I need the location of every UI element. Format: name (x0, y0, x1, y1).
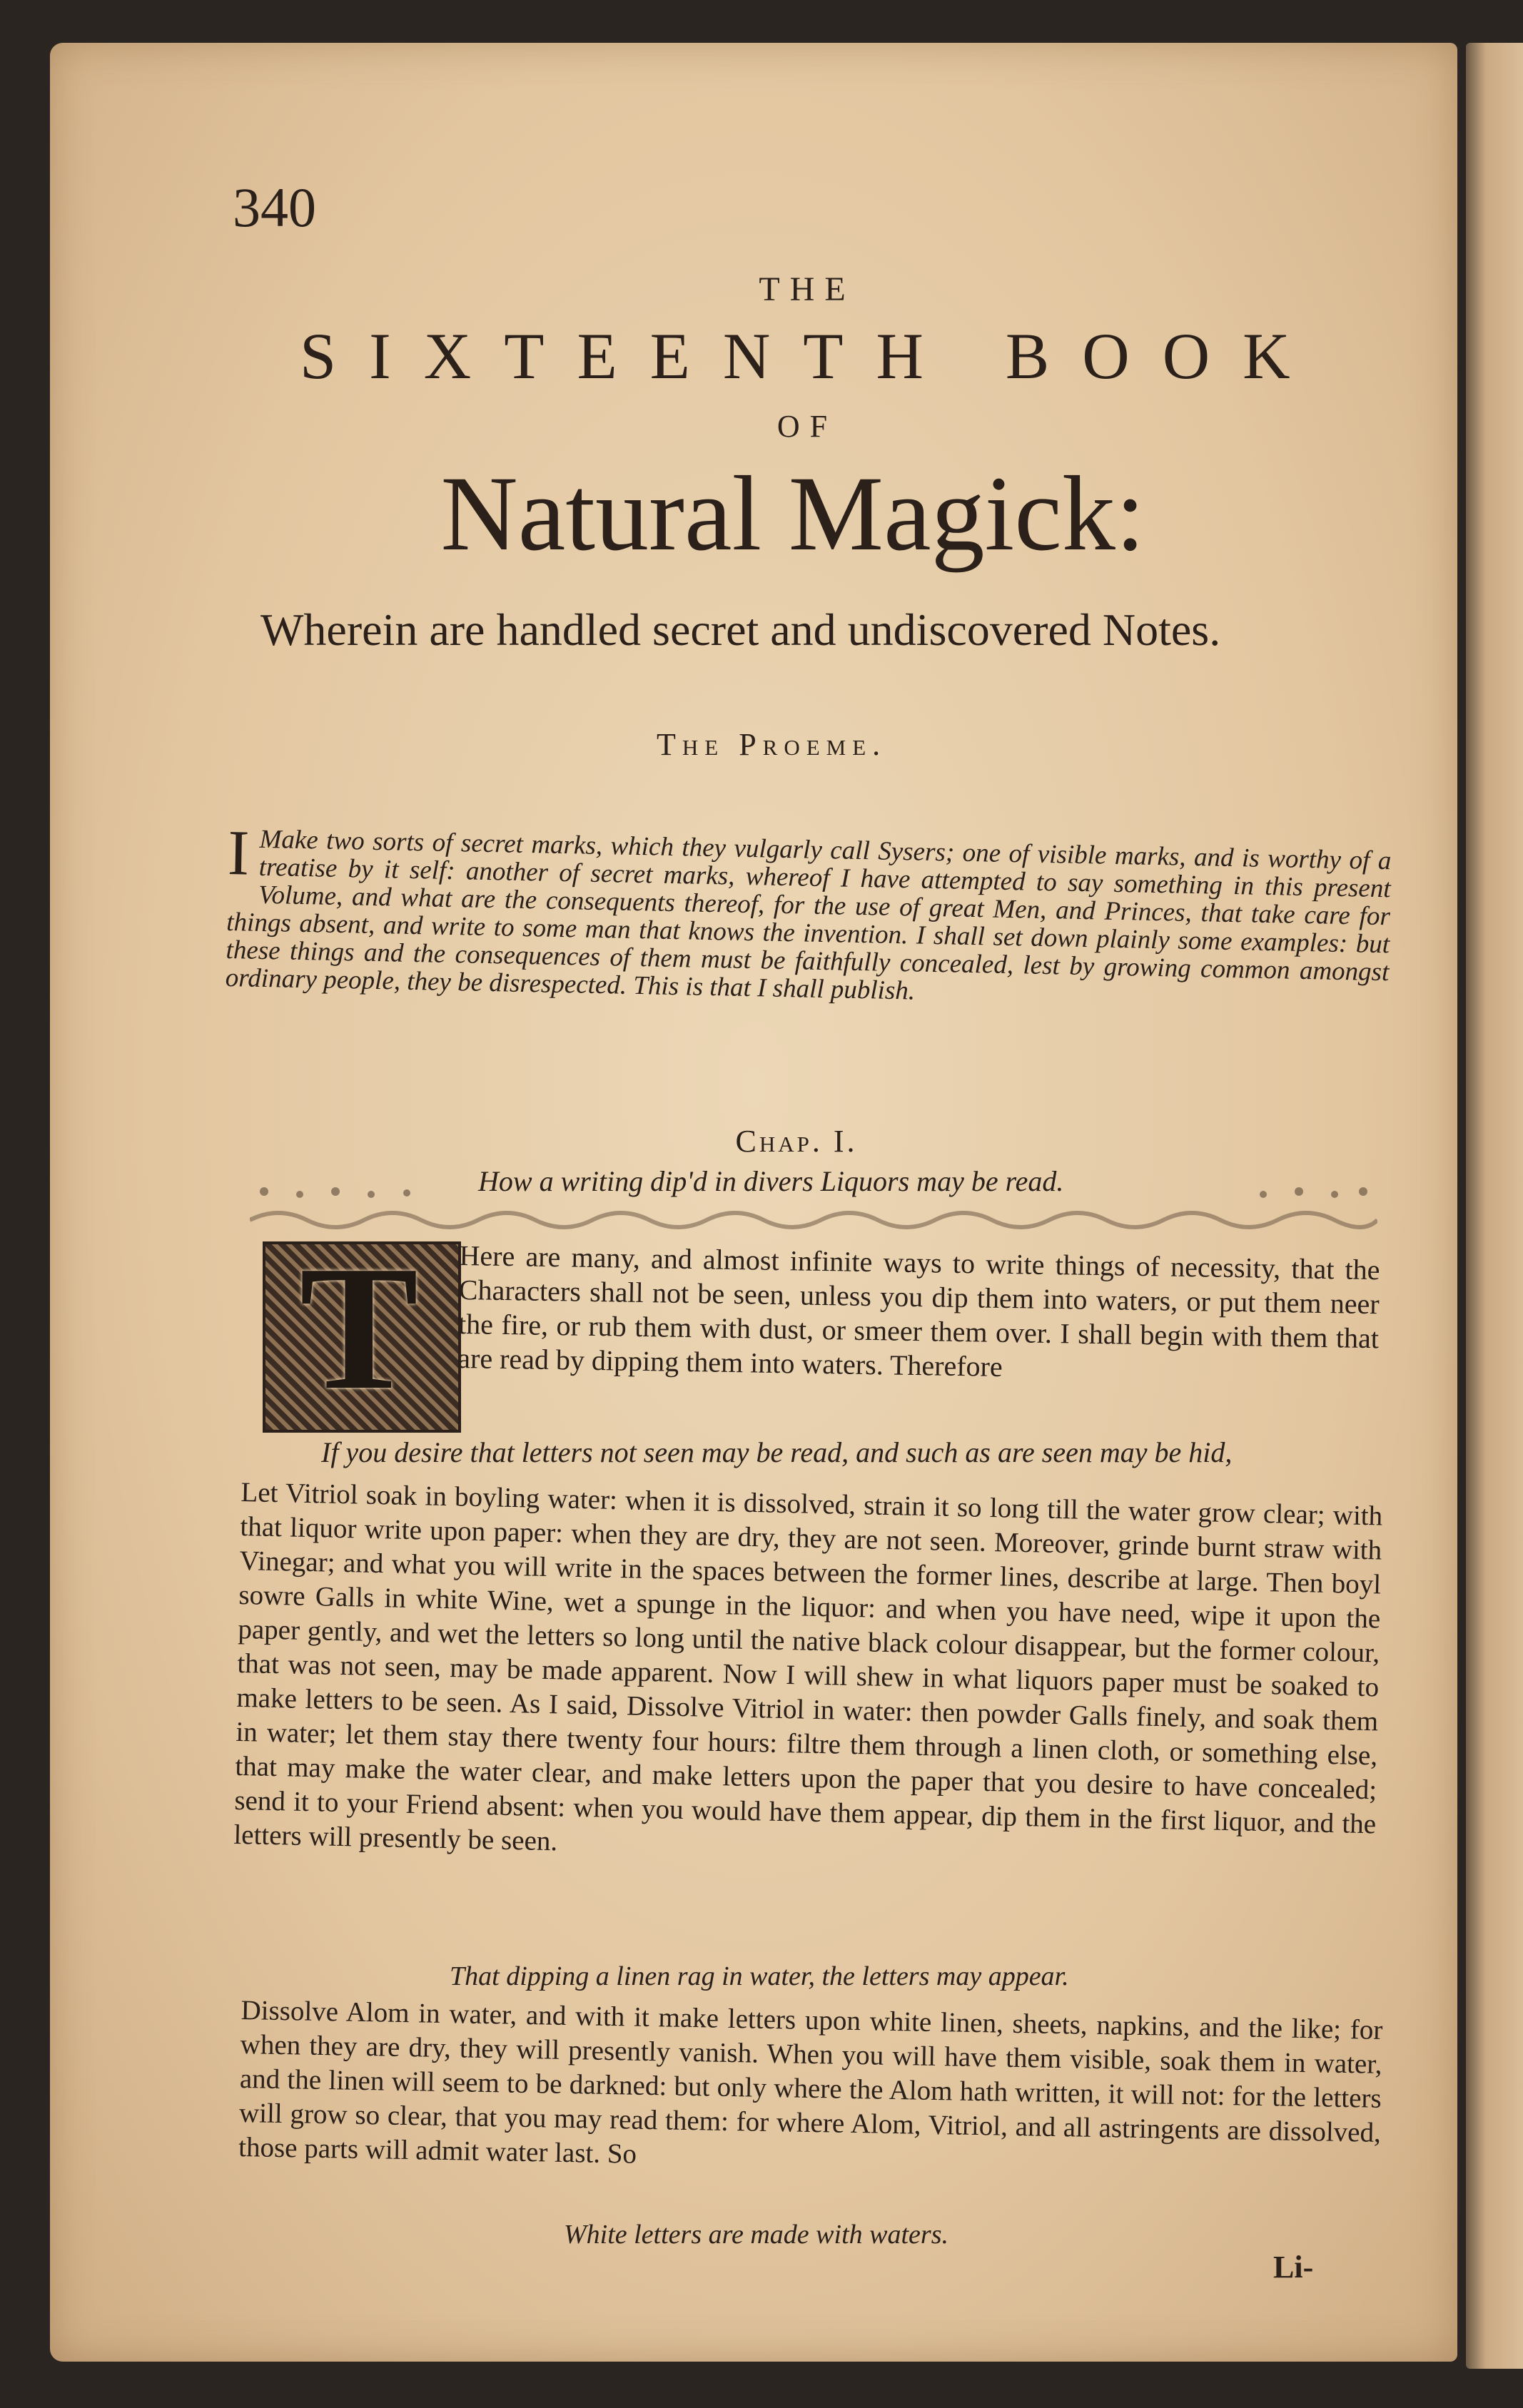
book-subtitle: Wherein are handled secret and undiscovered Notes. (260, 604, 1221, 655)
section-title-letters-not-seen: If you desire that letters not seen may be read, and such as are seen may be hid, (321, 1436, 1233, 1468)
section-title-white-letters: White letters are made with waters. (564, 2220, 948, 2250)
title-of: OF (776, 409, 838, 444)
section-body-vitriol: Let Vitriol soak in boyling water: when it is dissolved, strain it so long till the water grow clear; with that liquor write upon paper: when they are dry, they are not seen. Moreover, grinde burnt straw with Vinegar; and what you will write in the spaces between the former lines, describe at large. Then boyl sowre Galls in white Wine, wet a spunge in the liquor: and when you have need, wipe it upon the paper gently, and wet the letters so long until the native black colour disappear, but the former colour, that was not seen, may be made apparent. Now I will shew in what liquors paper must be soaked to make letters to be seen. As I said, Dissolve Vitriol in water: then powder Galls finely, and soak them in water; let them stay there twenty four hours: filtre them through a linen cloth, or something else, that may make the water clear, and make letters upon the paper that you desire to have concealed; send it to your Friend absent: when you would have them appear, dip them in the first liquor, and the letters will presently be seen. (233, 1476, 1383, 1857)
section-body-alom: Dissolve Alom in water, and with it make letters upon white linen, sheets, napkins, and the like; for when they are dry, they will presently vanish. When you will have them visible, soak them in water, and the linen will seem to be darkned: but only where the Alom hath written, it will not: for the letters will grow so clear, that you may read them: for where Alom, Vitriol, and all astringents are dissolved, those parts will admit water last. So (238, 1994, 1383, 2170)
title-the: THE (759, 270, 856, 308)
book-page (50, 43, 1457, 2362)
title-natural-magick: Natural Magick: (440, 454, 1145, 573)
chapter-subheading: How a writing dip'd in divers Liquors may be read. (478, 1165, 1064, 1197)
section-title-linen-rag: That dipping a linen rag in water, the letters may appear. (450, 1961, 1069, 1991)
chapter-intro-paragraph: Here are many, and almost infinite ways to write things of necessity, that the Characters shall not be seen, unless you dip them into waters, or put them neer the fire, or rub them with dust, or smeer them over. I shall begin with them that are read by dipping them into waters. Therefore (457, 1239, 1380, 1383)
title-sixteenth-book: SIXTEENTH BOOK (300, 320, 1323, 392)
facing-page-edge (1466, 43, 1523, 2369)
catchword: Li- (1273, 2250, 1314, 2285)
page-number: 340 (233, 176, 316, 238)
proeme-paragraph: IMake two sorts of secret marks, which they vulgarly call Sysers; one of visible marks, and is worthy of a treatise by it self: another of secret marks, whereof I have attempted to say something in this present Volume, and what are the consequents thereof, for the use of great Men, and Princes, that take care for things absent, and write to some man that knows the invention. I shall set down plainly some examples: but these things and the consequences of them must be faithfully concealed, lest by growing common amongst ordinary people, they be disrespected. This is that I shall publish. (225, 818, 1392, 1006)
drop-cap-letter: T (299, 1229, 419, 1427)
proeme-heading: The Proeme. (657, 727, 887, 762)
chapter-heading: Chap. I. (735, 1124, 858, 1159)
